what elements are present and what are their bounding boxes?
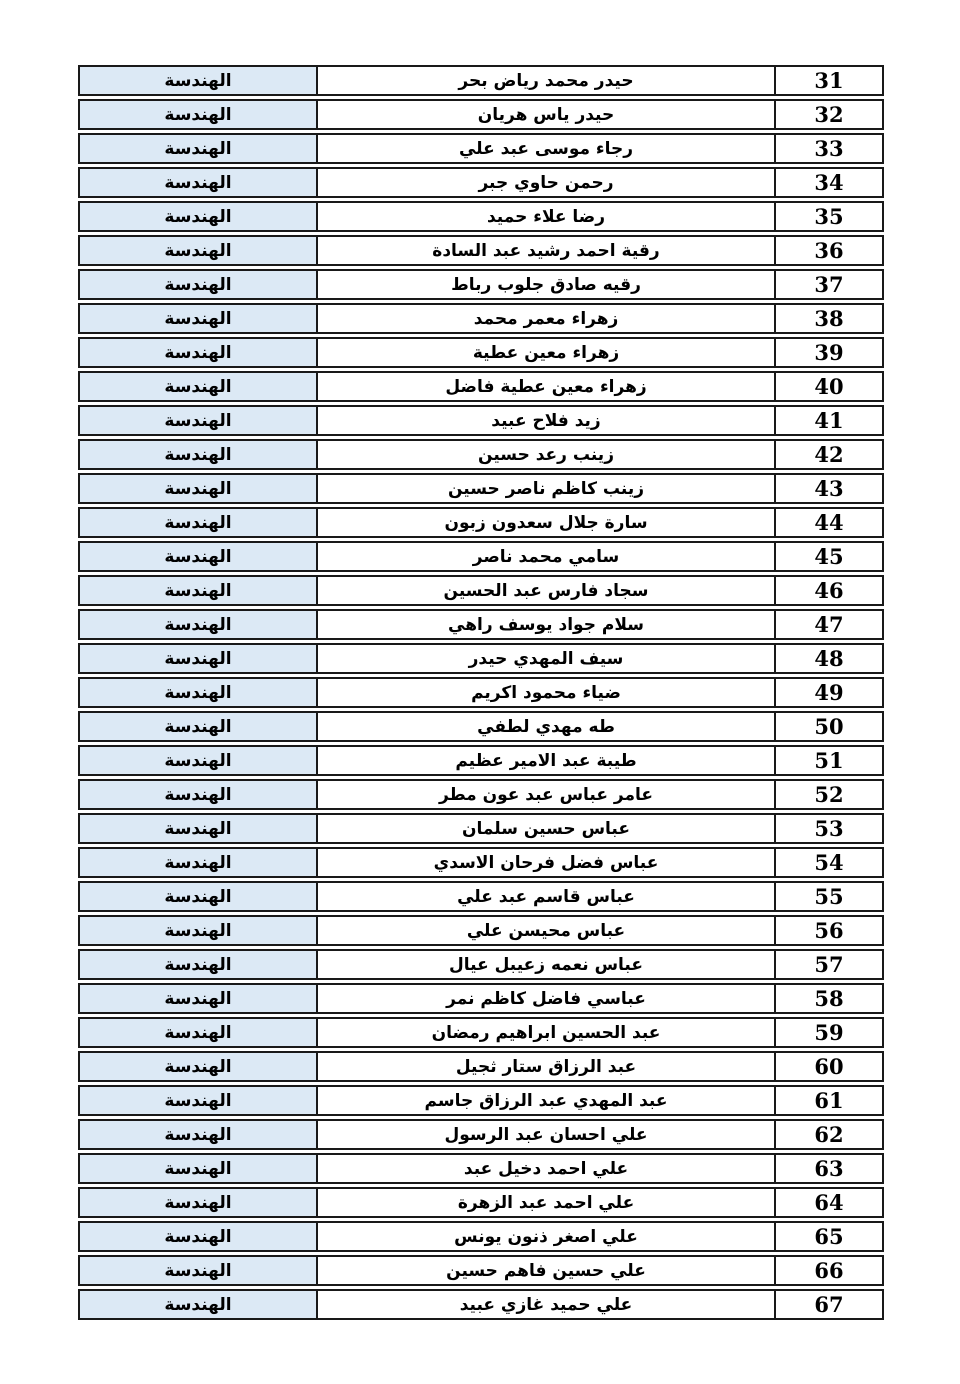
table-row: [78, 1153, 884, 1184]
number-cell: 65: [774, 1221, 884, 1252]
number-cell: 67: [774, 1289, 884, 1320]
name-cell: زينب كاظم ناصر حسين: [316, 473, 776, 504]
dept-cell: الهندسة: [78, 745, 318, 776]
dept-cell: الهندسة: [78, 507, 318, 538]
number-cell: 52: [774, 779, 884, 810]
dept-cell: الهندسة: [78, 133, 318, 164]
name-cell: عبد المهدي عبد الرزاق جاسم: [316, 1085, 776, 1116]
dept-cell: الهندسة: [78, 269, 318, 300]
dept-cell: الهندسة: [78, 439, 318, 470]
name-cell: عباس نعمه زعيبل عيال: [316, 949, 776, 980]
number-cell: 39: [774, 337, 884, 368]
table-row: [78, 643, 884, 674]
number-cell: 57: [774, 949, 884, 980]
name-cell: ضياء محمود اكريم: [316, 677, 776, 708]
dept-cell: الهندسة: [78, 303, 318, 334]
table-row: [78, 439, 884, 470]
table-row: [78, 133, 884, 164]
number-cell: 32: [774, 99, 884, 130]
table-row: [78, 949, 884, 980]
table-row: [78, 813, 884, 844]
table-row: [78, 983, 884, 1014]
dept-cell: الهندسة: [78, 1017, 318, 1048]
table-row: [78, 473, 884, 504]
name-cell: زيد فلاح عبيد: [316, 405, 776, 436]
dept-cell: الهندسة: [78, 1221, 318, 1252]
number-cell: 61: [774, 1085, 884, 1116]
name-cell: سلام جواد يوسف راهي: [316, 609, 776, 640]
name-cell: سامي محمد ناصر: [316, 541, 776, 572]
table-row: [78, 99, 884, 130]
number-cell: 62: [774, 1119, 884, 1150]
table-row: [78, 235, 884, 266]
name-cell: رقيه صادق جلوب رباط: [316, 269, 776, 300]
table-row: [78, 847, 884, 878]
dept-cell: الهندسة: [78, 711, 318, 742]
name-cell: علي احمد عبد الزهرة: [316, 1187, 776, 1218]
number-cell: 64: [774, 1187, 884, 1218]
name-cell: عباس قاسم عبد علي: [316, 881, 776, 912]
dept-cell: الهندسة: [78, 1051, 318, 1082]
dept-cell: الهندسة: [78, 371, 318, 402]
number-cell: 54: [774, 847, 884, 878]
number-cell: 66: [774, 1255, 884, 1286]
table-row: [78, 745, 884, 776]
number-cell: 63: [774, 1153, 884, 1184]
dept-cell: الهندسة: [78, 643, 318, 674]
number-cell: 56: [774, 915, 884, 946]
table-row: [78, 1255, 884, 1286]
name-cell: علي احسان عبد الرسول: [316, 1119, 776, 1150]
name-cell: زهراء معين عطية: [316, 337, 776, 368]
table-row: [78, 507, 884, 538]
table-row: [78, 1119, 884, 1150]
number-cell: 36: [774, 235, 884, 266]
dept-cell: الهندسة: [78, 847, 318, 878]
name-cell: طه مهدي لطفي: [316, 711, 776, 742]
dept-cell: الهندسة: [78, 609, 318, 640]
name-cell: علي حميد غازي عبيد: [316, 1289, 776, 1320]
name-cell: عباس فضل فرحان الاسدي: [316, 847, 776, 878]
number-cell: 49: [774, 677, 884, 708]
dept-cell: الهندسة: [78, 1153, 318, 1184]
table-row: [78, 779, 884, 810]
name-cell: رحمن حاوي جبر: [316, 167, 776, 198]
table-row: [78, 269, 884, 300]
dept-cell: الهندسة: [78, 473, 318, 504]
table-row: [78, 541, 884, 572]
number-cell: 43: [774, 473, 884, 504]
number-cell: 35: [774, 201, 884, 232]
table-row: [78, 575, 884, 606]
number-cell: 42: [774, 439, 884, 470]
dept-cell: الهندسة: [78, 949, 318, 980]
name-cell: حيدر ياس هريان: [316, 99, 776, 130]
number-cell: 47: [774, 609, 884, 640]
dept-cell: الهندسة: [78, 235, 318, 266]
table-row: [78, 1289, 884, 1320]
name-cell: رضا علاء حميد: [316, 201, 776, 232]
dept-cell: الهندسة: [78, 1255, 318, 1286]
number-cell: 53: [774, 813, 884, 844]
number-cell: 45: [774, 541, 884, 572]
table-row: [78, 371, 884, 402]
name-cell: زهراء معمر محمد: [316, 303, 776, 334]
number-cell: 55: [774, 881, 884, 912]
number-cell: 40: [774, 371, 884, 402]
name-cell: علي حسين فاهم حسين: [316, 1255, 776, 1286]
dept-cell: الهندسة: [78, 1289, 318, 1320]
number-cell: 31: [774, 65, 884, 96]
number-cell: 58: [774, 983, 884, 1014]
table-row: [78, 1187, 884, 1218]
number-cell: 44: [774, 507, 884, 538]
dept-cell: الهندسة: [78, 983, 318, 1014]
number-cell: 50: [774, 711, 884, 742]
name-cell: سيف المهدي حيدر: [316, 643, 776, 674]
table-row: [78, 1017, 884, 1048]
dept-cell: الهندسة: [78, 575, 318, 606]
dept-cell: الهندسة: [78, 167, 318, 198]
number-cell: 51: [774, 745, 884, 776]
dept-cell: الهندسة: [78, 405, 318, 436]
number-cell: 33: [774, 133, 884, 164]
dept-cell: الهندسة: [78, 1187, 318, 1218]
table-row: [78, 711, 884, 742]
dept-cell: الهندسة: [78, 915, 318, 946]
table-row: [78, 1085, 884, 1116]
number-cell: 38: [774, 303, 884, 334]
name-cell: عبد الرزاق ستار ثجيل: [316, 1051, 776, 1082]
name-cell: رجاء موسى عبد علي: [316, 133, 776, 164]
name-cell: عباس حسين سلمان: [316, 813, 776, 844]
name-cell: عامر عباس عبد عون مطر: [316, 779, 776, 810]
name-cell: زينب رعد حسين: [316, 439, 776, 470]
dept-cell: الهندسة: [78, 1119, 318, 1150]
table-row: [78, 881, 884, 912]
number-cell: 34: [774, 167, 884, 198]
table-row: [78, 915, 884, 946]
table-row: [78, 167, 884, 198]
dept-cell: الهندسة: [78, 99, 318, 130]
name-cell: علي احمد دخيل عبد: [316, 1153, 776, 1184]
table-row: [78, 201, 884, 232]
number-cell: 59: [774, 1017, 884, 1048]
table-row: [78, 609, 884, 640]
name-cell: حيدر محمد رياض بحر: [316, 65, 776, 96]
name-cell: علي اصغر ذنون يونس: [316, 1221, 776, 1252]
dept-cell: الهندسة: [78, 813, 318, 844]
number-cell: 46: [774, 575, 884, 606]
name-cell: زهراء معين عطية فاضل: [316, 371, 776, 402]
table-row: [78, 677, 884, 708]
dept-cell: الهندسة: [78, 779, 318, 810]
dept-cell: الهندسة: [78, 201, 318, 232]
number-cell: 60: [774, 1051, 884, 1082]
name-cell: سارة جلال سعدون زبون: [316, 507, 776, 538]
dept-cell: الهندسة: [78, 1085, 318, 1116]
table-row: [78, 303, 884, 334]
dept-cell: الهندسة: [78, 65, 318, 96]
table-row: [78, 1051, 884, 1082]
name-cell: عباس محيسن علي: [316, 915, 776, 946]
dept-cell: الهندسة: [78, 337, 318, 368]
number-cell: 41: [774, 405, 884, 436]
name-cell: رقية احمد رشيد عبد السادة: [316, 235, 776, 266]
name-cell: طيبة عبد الامير عظيم: [316, 745, 776, 776]
dept-cell: الهندسة: [78, 541, 318, 572]
dept-cell: الهندسة: [78, 677, 318, 708]
name-cell: سجاد فارس عبد الحسين: [316, 575, 776, 606]
number-cell: 37: [774, 269, 884, 300]
table-row: [78, 1221, 884, 1252]
table-row: [78, 337, 884, 368]
roster-table: [78, 65, 884, 1323]
name-cell: عبد الحسين ابراهيم رمضان: [316, 1017, 776, 1048]
dept-cell: الهندسة: [78, 881, 318, 912]
table-row: [78, 65, 884, 96]
name-cell: عباسي فاضل كاظم نمر: [316, 983, 776, 1014]
table-row: [78, 405, 884, 436]
number-cell: 48: [774, 643, 884, 674]
